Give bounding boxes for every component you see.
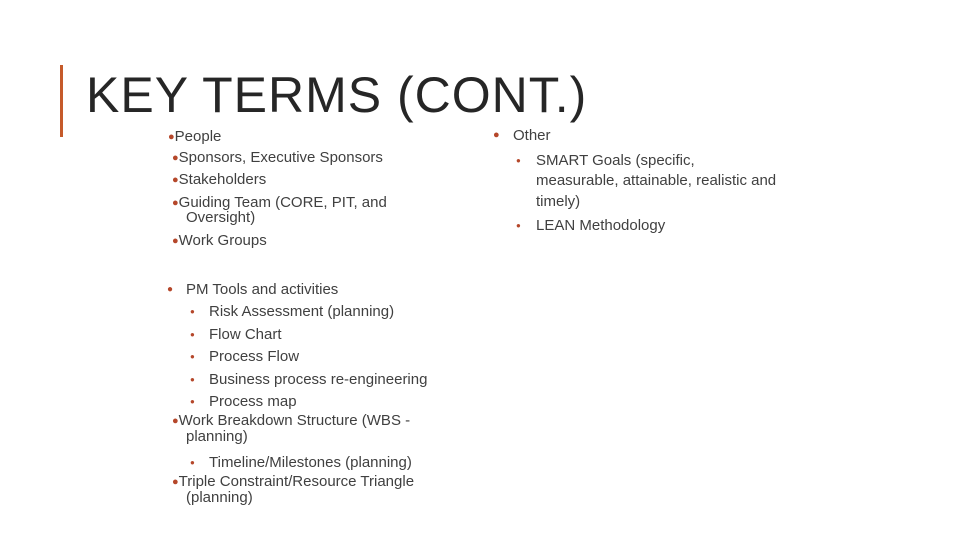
- title-accent-bar: [60, 65, 63, 137]
- bullet-icon: ●: [172, 152, 179, 164]
- pm-tools-item-process-map: Process map: [209, 393, 297, 410]
- pm-tools-heading: PM Tools and activities: [186, 281, 339, 298]
- other-item-lean: LEAN Methodology: [536, 217, 666, 234]
- other-item-smart-cont: measurable, attainable, realistic and: [536, 172, 777, 189]
- bullet-icon: ●: [190, 458, 195, 467]
- other-heading: Other: [513, 127, 551, 144]
- bullet-icon: ●: [493, 129, 500, 141]
- pm-tools-item-wbs: ●Work Breakdown Structure (WBS -: [172, 412, 411, 429]
- other-item-smart-cont2: timely): [536, 193, 581, 210]
- people-heading: ●People: [168, 128, 222, 145]
- pm-tools-item-bpr: Business process re-engineering: [209, 371, 428, 388]
- bullet-icon: ●: [172, 235, 179, 247]
- people-item-stakeholders: ●Stakeholders: [172, 171, 267, 188]
- bullet-icon: ●: [190, 352, 195, 361]
- bullet-icon: ●: [172, 174, 179, 186]
- bullet-icon: ●: [516, 221, 521, 230]
- bullet-icon: ●: [168, 131, 175, 143]
- bullet-icon: ●: [172, 197, 179, 209]
- bullet-icon: ●: [167, 284, 174, 295]
- bullet-icon: ●: [190, 375, 195, 384]
- bullet-icon: ●: [516, 156, 521, 165]
- slide-title: KEY TERMS (CONT.): [86, 67, 588, 123]
- bullet-icon: ●: [172, 476, 179, 488]
- people-item-sponsors: ●Sponsors, Executive Sponsors: [172, 149, 383, 166]
- people-item-guiding-team-cont: Oversight): [186, 209, 256, 226]
- bullet-icon: ●: [190, 397, 195, 406]
- pm-tools-item-risk: Risk Assessment (planning): [209, 303, 395, 320]
- people-item-work-groups: ●Work Groups: [172, 232, 267, 249]
- people-item-guiding-team: ●Guiding Team (CORE, PIT, and: [172, 194, 387, 211]
- pm-tools-item-flow-chart: Flow Chart: [209, 326, 282, 343]
- bullet-icon: ●: [190, 307, 195, 316]
- pm-tools-item-triangle-cont: (planning): [186, 489, 253, 506]
- pm-tools-item-triangle: ●Triple Constraint/Resource Triangle: [172, 473, 415, 490]
- pm-tools-item-process-flow: Process Flow: [209, 348, 300, 365]
- bullet-icon: ●: [190, 330, 195, 339]
- pm-tools-item-wbs-cont: planning): [186, 428, 248, 445]
- bullet-icon: ●: [172, 415, 179, 427]
- other-item-smart: SMART Goals (specific,: [536, 152, 695, 169]
- pm-tools-item-timeline: Timeline/Milestones (planning): [209, 454, 412, 471]
